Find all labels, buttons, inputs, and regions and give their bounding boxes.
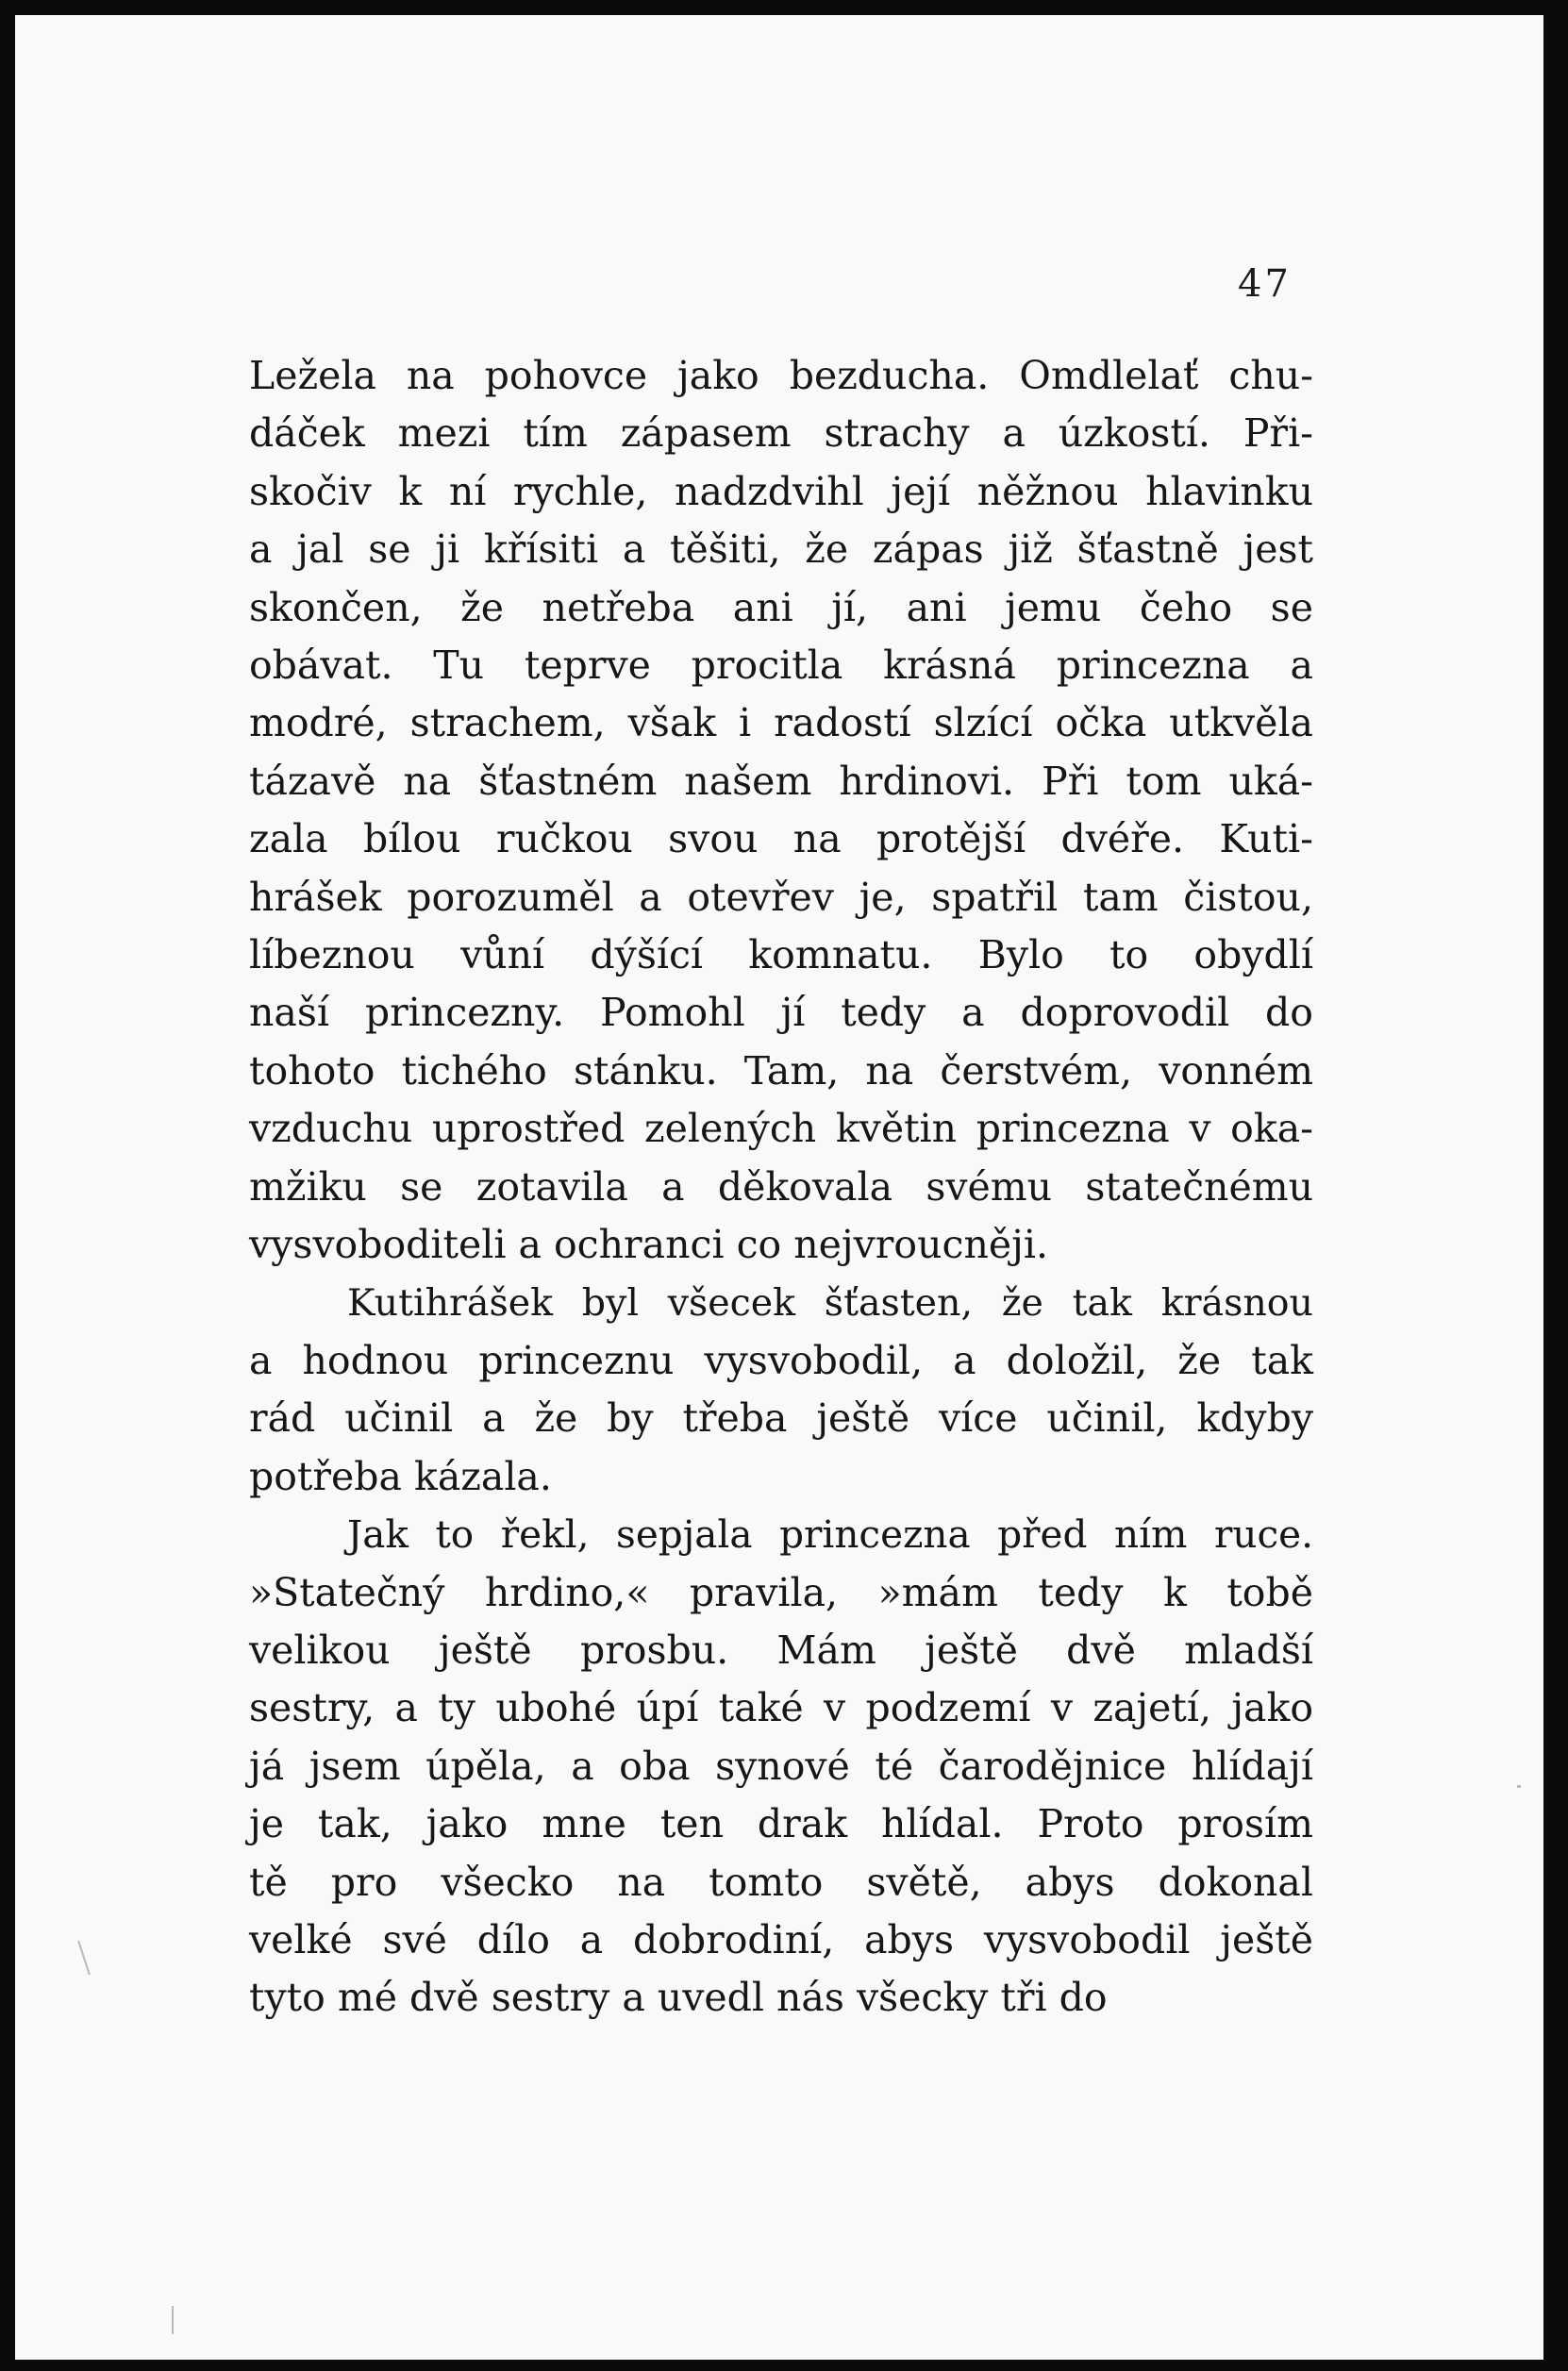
text-line: potřeba kázala. [249,1453,552,1499]
scan-speck [1517,1785,1521,1788]
text-line: zala bílou ručkou svou na protější dvéře. Kuti- [249,816,1313,862]
text-line: tyto mé dvě sestry a uvedl nás všecky tři do [249,1975,1108,2021]
text-line: je tak, jako mne ten drak hlídal. Proto prosím [249,1801,1313,1847]
text-line: Ležela na pohovce jako bezducha. Omdlelať chu- [249,353,1313,398]
text-line: naší princezny. Pomohl jí tedy a doprovodil do [249,990,1313,1036]
body-text [249,347,1313,2028]
book-page [15,15,1543,2360]
paragraph [249,347,1313,1275]
text-line: skončen, že netřeba ani jí, ani jemu čeho se [249,584,1313,630]
text-line: obávat. Tu teprve procitla krásná princezna a [249,643,1313,689]
text-line: rád učinil a že by třeba ještě více učinil, kdyby [249,1395,1313,1442]
text-line: hrášek porozuměl a otevřev je, spatřil tam čistou, [249,874,1313,920]
text-line: velké své dílo a dobrodiní, abys vysvobodil ještě [249,1916,1313,1962]
text-line: modré, strachem, však i radostí slzící očka utkvěla [249,700,1313,746]
text-line: Kutihrášek byl všecek šťasten, že tak krásnou [347,1280,1313,1325]
text-line: a jal se ji křísiti a těšiti, že zápas již šťastně jest [249,526,1313,573]
text-line: vysvoboditeli a ochranci co nejvroucněji. [249,1222,1048,1268]
text-line: tě pro všecko na tomto světě, abys dokonal [249,1859,1313,1905]
paragraph [249,1275,1313,1507]
text-line: líbeznou vůní dýšící komnatu. Bylo to obydlí [249,932,1313,978]
text-line: vzduchu uprostřed zelených květin princezna v oka- [249,1106,1313,1152]
text-line: Jak to řekl, sepjala princezna před ním ruce. [347,1511,1313,1558]
paragraph [249,1506,1313,2028]
text-line: tohoto tichého stánku. Tam, na čerstvém, vonném [249,1047,1313,1094]
text-line: sestry, a ty ubohé úpí také v podzemí v zajetí, jako [249,1685,1313,1731]
text-line: dáček mezi tím zápasem strachy a úzkostí. Při- [249,410,1313,457]
text-line: skočiv k ní rychle, nadzdvihl její něžnou hlavinku [249,468,1313,514]
scan-speck [172,2306,174,2334]
text-line: já jsem úpěla, a oba synové té čarodějnice hlídají [249,1743,1313,1789]
text-line: mžiku se zotavila a děkovala svému statečnému [249,1163,1313,1210]
page-number: 47 [1238,262,1292,306]
text-line: velikou ještě prosbu. Mám ještě dvě mladší [249,1627,1313,1673]
scan-speck [77,1941,91,1976]
text-line: »Statečný hrdino,« pravila, »mám tedy k tobě [249,1569,1313,1615]
text-line: tázavě na šťastném našem hrdinovi. Při tom uká- [249,758,1313,804]
text-line: a hodnou princeznu vysvobodil, a doložil, že tak [249,1337,1313,1383]
